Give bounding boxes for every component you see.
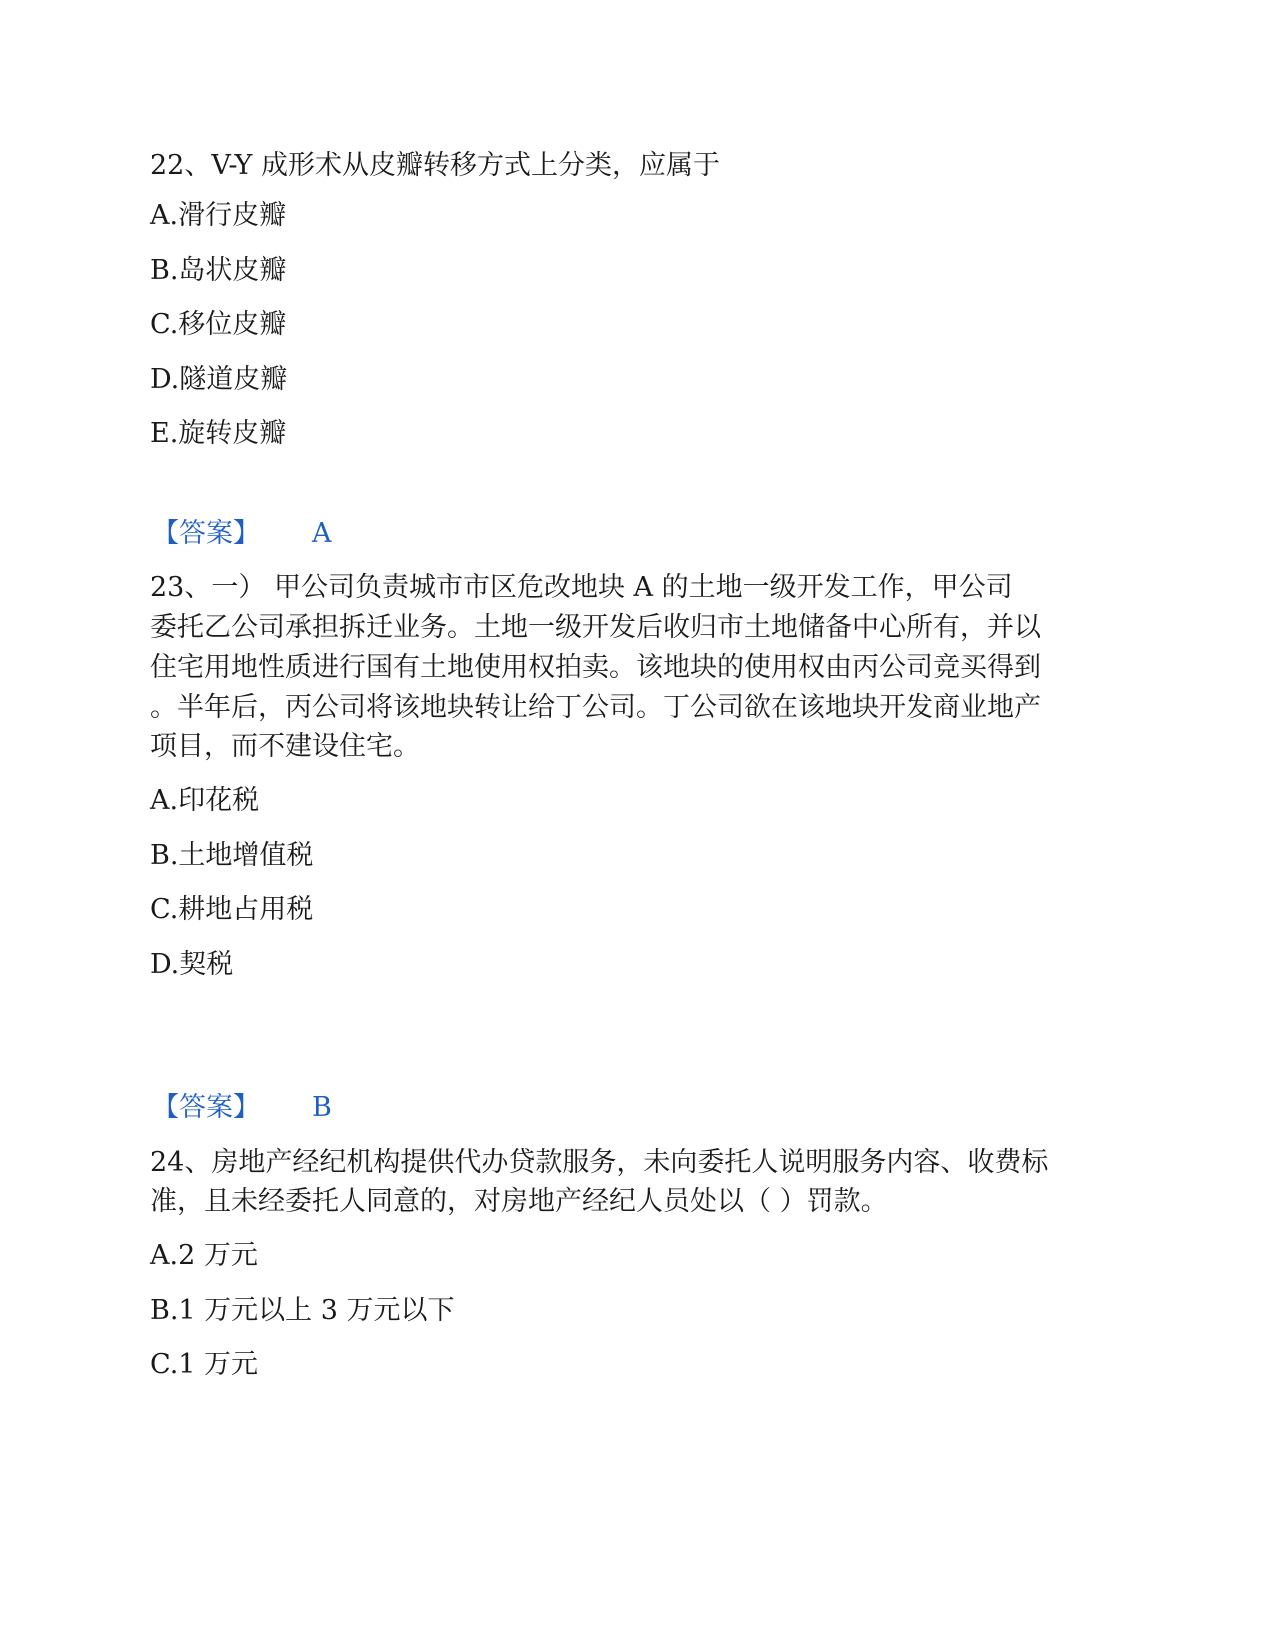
question-23-answer <box>152 1088 332 1128</box>
question-22-stem: 22、V-Y 成形术从皮瓣转移方式上分类，应属于 <box>150 150 720 181</box>
answer-label: 【答案】 <box>152 518 260 549</box>
answer-label: 【答案】 <box>152 1092 260 1123</box>
question-23-option-c: C.耕地占用税 <box>150 894 314 925</box>
question-23-stem-line-2: 委托乙公司承担拆迁业务。土地一级开发后收归市土地储备中心所有，并以 <box>150 612 1041 643</box>
question-23-stem-line-4: 。半年后，丙公司将该地块转让给丁公司。丁公司欲在该地块开发商业地产 <box>150 692 1041 723</box>
question-24-stem-line-1: 24、房地产经纪机构提供代办贷款服务，未向委托人说明服务内容、收费标 <box>150 1147 1049 1178</box>
question-24-option-b: B.1 万元以上 3 万元以下 <box>150 1295 455 1326</box>
question-22-option-c: C.移位皮瓣 <box>150 309 287 340</box>
question-24-option-a: A.2 万元 <box>150 1240 258 1271</box>
answer-value: A <box>312 518 332 549</box>
question-23-option-d: D.契税 <box>150 949 234 980</box>
question-22-option-e: E.旋转皮瓣 <box>150 418 287 449</box>
question-23-option-a: A.印花税 <box>150 785 260 816</box>
question-22-option-b: B.岛状皮瓣 <box>150 255 287 286</box>
question-22-option-a: A.滑行皮瓣 <box>150 200 287 231</box>
question-23-option-b: B.土地增值税 <box>150 840 314 871</box>
question-23-stem-line-5: 项目，而不建设住宅。 <box>150 731 420 762</box>
question-22-option-d: D.隧道皮瓣 <box>150 364 288 395</box>
question-24-stem-line-2: 准，且未经委托人同意的，对房地产经纪人员处以（ ）罚款。 <box>150 1186 888 1217</box>
question-24-option-c: C.1 万元 <box>150 1349 259 1380</box>
question-22-answer <box>152 514 332 554</box>
answer-value: B <box>312 1092 332 1123</box>
question-23-stem-line-1: 23、一） 甲公司负责城市市区危改地块 A 的土地一级开发工作，甲公司 <box>150 572 1013 603</box>
question-23-stem-line-3: 住宅用地性质进行国有土地使用权拍卖。该地块的使用权由丙公司竞买得到 <box>150 652 1041 683</box>
